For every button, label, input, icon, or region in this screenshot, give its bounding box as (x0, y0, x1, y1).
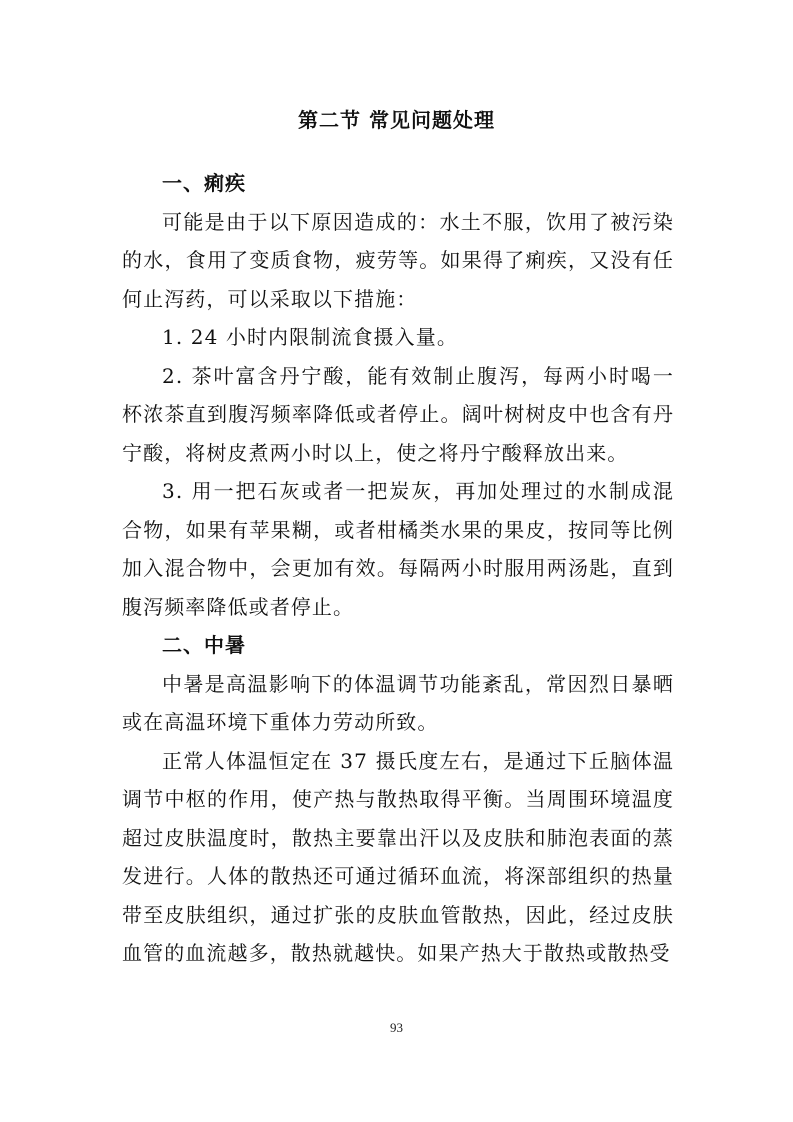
paragraph-step-1: 1. 24 小时内限制流食摄入量。 (162, 325, 458, 349)
heading-dysentery: 一、痢疾 (162, 171, 246, 195)
page-number: 93 (390, 1020, 403, 1035)
paragraph-step-3: 3. 用一把石灰或者一把炭灰，再加处理过的水制成混合物，如果有苹果糊，或者柑橘类水果的果皮，按同等比例加入混合物中，会更加有效。每隔两小时服用两汤匙，直到腹泻频率降低或者停止。 (122, 479, 674, 619)
section-title: 第二节 常见问题处理 (298, 108, 495, 132)
body-text (122, 164, 674, 973)
heading-heatstroke: 二、中暑 (162, 633, 246, 657)
paragraph-body-temperature: 正常人体温恒定在 37 摄氏度左右，是通过下丘脑体温调节中枢的作用，使产热与散热取得平衡。当周围环境温度超过皮肤温度时，散热主要靠出汗以及皮肤和肺泡表面的蒸发进行。人体的散热还可通过循环血流，将深部组织的热量带至皮肤组织，通过扩张的皮肤血管散热，因此，经过皮肤血管的血流越多，散热就越快。如果产热大于散热或散热受 (122, 748, 674, 965)
paragraph-heatstroke-definition: 中暑是高温影响下的体温调节功能紊乱，常因烈日暴晒或在高温环境下重体力劳动所致。 (122, 671, 674, 734)
paragraph-dysentery-causes: 可能是由于以下原因造成的：水土不服，饮用了被污染的水，食用了变质食物，疲劳等。如果得了痢疾，又没有任何止泻药，可以采取以下措施： (122, 209, 674, 311)
paragraph-step-2: 2. 茶叶富含丹宁酸，能有效制止腹泻，每两小时喝一杯浓茶直到腹泻频率降低或者停止。阔叶树树皮中也含有丹宁酸，将树皮煮两小时以上，使之将丹宁酸释放出来。 (122, 363, 674, 465)
